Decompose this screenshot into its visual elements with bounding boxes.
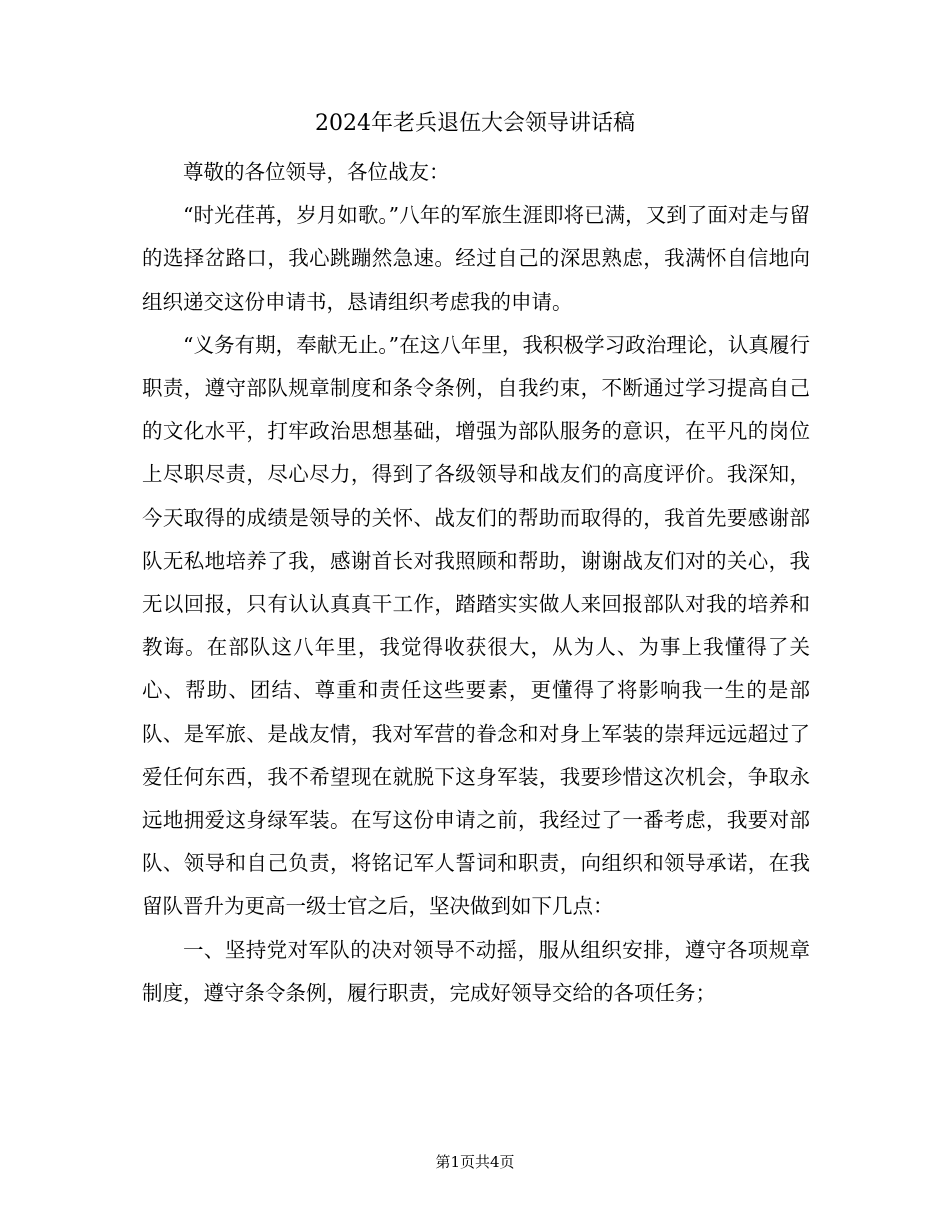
body-paragraph: “时光荏苒，岁月如歌。”八年的军旅生涯即将已满，又到了面对走与留的选择岔路口，我心跳蹦然急速。经过自己的深思熟虑，我满怀自信地向组织递交这份申请书，恳请组织考虑我的申请。 [142, 203, 810, 314]
page-number-footer: 第1页共4页 [435, 1153, 515, 1171]
list-item-paragraph: 一、坚持党对军队的决对领导不动摇，服从组织安排，遵守各项规章制度，遵守条令条例，履行职责，完成好领导交给的各项任务； [142, 937, 810, 1005]
salutation-paragraph: 尊敬的各位领导，各位战友： [183, 160, 450, 184]
body-paragraph: “义务有期，奉献无止。”在这八年里，我积极学习政治理论，认真履行职责，遵守部队规章制度和条令条例，自我约束，不断通过学习提高自己的文化水平，打牢政治思想基础，增强为部队服务的意识，在平凡的岗位上尽职尽责，尽心尽力，得到了各级领导和战友们的高度评价。我深知，今天取得的成绩是领导的关怀、战友们的帮助而取得的，我首先要感谢部队无私地培养了我，感谢首长对我照顾和帮助，谢谢战友们对的关心，我无以回报，只有认认真真干工作，踏踏实实做人来回报部队对我的培养和教诲。在部队这八年里，我觉得收获很大，从为人、为事上我懂得了关心、帮助、团结、尊重和责任这些要素，更懂得了将影响我一生的是部队、是军旅、是战友情，我对军营的眷念和对身上军装的崇拜远远超过了爱任何东西，我不希望现在就脱下这身军装，我要珍惜这次机会，争取永远地拥爱这身绿军装。在写这份申请之前，我经过了一番考虑，我要对部队、领导和自己负责，将铭记军人誓词和职责，向组织和领导承诺，在我留队晋升为更高一级士官之后，坚决做到如下几点： [142, 332, 810, 919]
document-body [142, 151, 810, 1015]
document-title: 2024年老兵退伍大会领导讲话稿 [315, 111, 635, 136]
